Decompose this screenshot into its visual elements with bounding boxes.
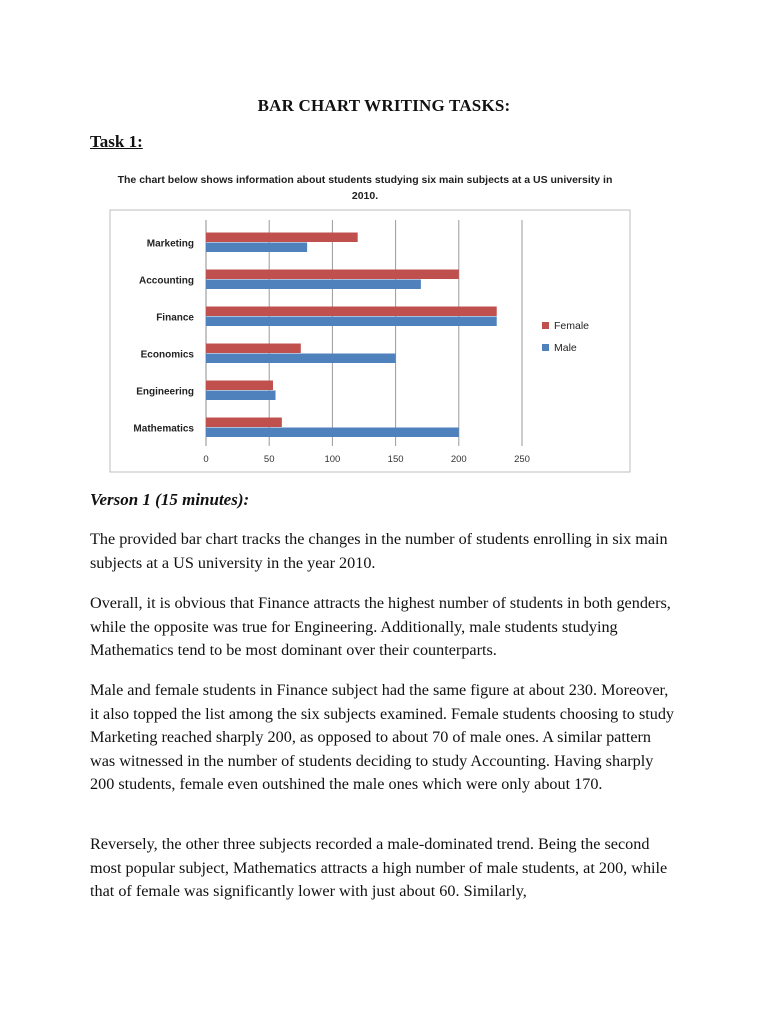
- legend-swatch-female: [542, 322, 549, 329]
- paragraph-intro: The provided bar chart tracks the changes in the number of students enrolling in six main subjects at a US university in the year 2010.: [90, 530, 668, 572]
- x-tick-label: 100: [324, 454, 341, 465]
- legend-swatch-male: [542, 344, 549, 351]
- task-label: Task 1:: [90, 132, 143, 151]
- bar-male-marketing: [206, 243, 307, 253]
- category-label: Marketing: [146, 238, 194, 250]
- x-tick-label: 150: [387, 454, 404, 465]
- version-heading: Verson 1 (15 minutes):: [90, 490, 250, 509]
- chart-title-line-2: 2010.: [351, 190, 379, 202]
- x-tick-label: 0: [203, 454, 209, 465]
- category-label: Finance: [156, 312, 194, 324]
- bar-female-finance: [206, 307, 497, 317]
- category-label: Mathematics: [133, 423, 194, 435]
- bar-male-finance: [206, 317, 497, 327]
- bar-female-marketing: [206, 233, 358, 243]
- bar-female-accounting: [206, 270, 459, 280]
- page-title: BAR CHART WRITING TASKS:: [257, 96, 511, 115]
- bar-chart: [90, 166, 650, 478]
- category-label: Economics: [140, 349, 194, 361]
- bar-female-economics: [206, 344, 301, 354]
- category-label: Accounting: [139, 275, 194, 287]
- bar-male-economics: [206, 354, 396, 364]
- bar-female-mathematics: [206, 418, 282, 428]
- bar-male-engineering: [206, 391, 276, 401]
- bar-female-engineering: [206, 381, 273, 391]
- paragraph-body-2: Reversely, the other three subjects recorded a male-dominated trend. Being the second most popular subject, Mathematics attracts a high number of male students, at 200, while that of female was significantly lower with just about 60. Similarly,: [90, 835, 668, 900]
- chart-title-line-1: The chart below shows information about students studying six main subjects at a US university in: [117, 174, 613, 186]
- paragraph-body-1: Male and female students in Finance subject had the same figure at about 230. Moreover, it also topped the list among the six subjects examined. Female students choosing to study Marketing reached sharply 200, as opposed to about 70 of male ones. A similar pattern was witnessed in the number of students deciding to study Accounting. Having sharply 200 students, female even outshined the male ones which were only about 170.: [90, 681, 675, 793]
- legend-label-female: Female: [554, 320, 590, 332]
- category-label: Engineering: [136, 386, 194, 398]
- x-tick-label: 50: [263, 454, 275, 465]
- bar-chart-figure: [90, 166, 650, 478]
- x-tick-label: 250: [514, 454, 530, 465]
- x-tick-label: 200: [450, 454, 467, 465]
- bar-male-mathematics: [206, 428, 459, 438]
- legend-label-male: Male: [554, 342, 577, 354]
- bar-male-accounting: [206, 280, 421, 290]
- paragraph-overview: Overall, it is obvious that Finance attracts the highest number of students in both genders, while the opposite was true for Engineering. Additionally, male students studying Mathematics tend to be most dominant over their counterparts.: [90, 594, 671, 659]
